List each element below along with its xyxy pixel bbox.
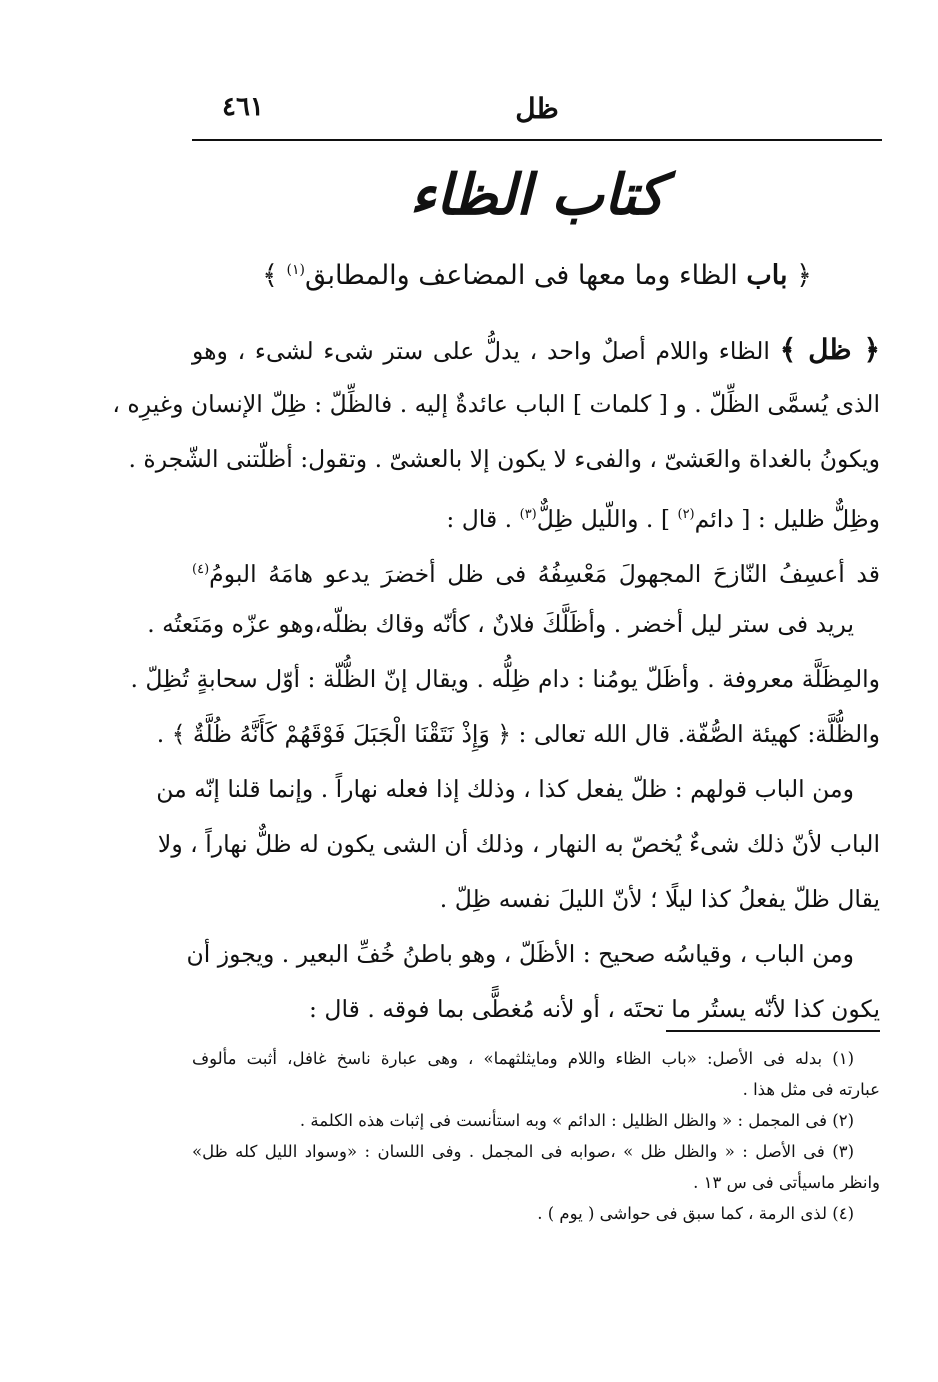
main-text bbox=[112, 322, 880, 1037]
text-line: الذى يُسمَّى الظِّلّ . و [ كلمات ] الباب عائدةٌ إليه . فالظِّلّ : ظِلّ الإنسان وغيرِه ، bbox=[112, 390, 880, 418]
footnote-ref: (١) bbox=[286, 262, 305, 278]
footnote: (١) بدله فى الأصل: «باب الظاء واللام ومايثلثهما» ، وهى عبارة ناسخ غافل، أثبت مألوف bbox=[192, 1049, 854, 1068]
text-segment: . قال : bbox=[446, 504, 520, 533]
text-line: يقال ظلّ يفعلُ كذا ليلًا ؛ لأنّ الليلَ نفسه ظِلّ . bbox=[439, 885, 880, 913]
entry-headword: ﴿ ظل ﴾ bbox=[779, 333, 880, 366]
text-line bbox=[192, 322, 880, 377]
text-line: ومن الباب ، وقياسُه صحيح : الأظَلّ ، وهو باطنُ خُفِّ البعير . ويجوز أن bbox=[186, 940, 854, 968]
ornate-bracket-open: ﴿ bbox=[787, 260, 812, 291]
text-line: يكون كذا لأنّه يستُر ما تحتَه ، أو لأنه مُغطًّى بما فوقه . قال : bbox=[309, 995, 880, 1023]
text-line: والظُّلَّة: كهيئة الصُّفّة. قال الله تعالى : ﴿ وَإِذْ نَتَقْنَا الْجَبَلَ فَوْقَهُمْ كَأَنَّهُ ظُلَّةٌ ﴾ . bbox=[156, 720, 880, 748]
page-number: ٤٦١ bbox=[222, 92, 264, 122]
footnote-ref: (٣) bbox=[519, 507, 537, 522]
footnote-ref: (٤) bbox=[192, 562, 210, 577]
running-head: ظل bbox=[515, 92, 559, 125]
text-segment: الظاء واللام أصلٌ واحد ، يدلُّ على ستر شىء لشىء ، وهو bbox=[192, 337, 780, 365]
chapter-title-text: الظاء وما معها فى المضاعف والمطابق bbox=[304, 260, 747, 291]
text-line: يريد فى ستر ليل أخضر . وأظَلَّكَ فلانٌ ، كأنّه وقاك بظلّه،وهو عزّه ومَنَعتُه . bbox=[147, 610, 854, 638]
footnotes bbox=[192, 1043, 880, 1229]
text-line bbox=[192, 487, 880, 542]
text-line: ومن الباب قولهم : ظلّ يفعل كذا ، وذلك إذا فعله نهاراً . وإنما قلنا إنّه من bbox=[156, 775, 854, 803]
chapter-heading bbox=[192, 258, 882, 293]
header-rule bbox=[192, 139, 882, 141]
footnote: (٤) لذى الرمة ، كما سبق فى حواشى ( يوم ) . bbox=[537, 1204, 854, 1223]
book-title: كتاب الظاء bbox=[409, 162, 665, 228]
footnote-rule bbox=[666, 1030, 880, 1032]
text-line: الباب لأنّ ذلك شىءٌ يُخصّ به النهار ، وذلك أن الشى يكون له ظلٌّ نهاراً ، ولا bbox=[157, 830, 880, 858]
footnote-continuation: عبارته فى مثل هذا . bbox=[742, 1080, 880, 1099]
text-line: ويكونُ بالغداة والعَشىّ ، والفىء لا يكون إلا بالعشىّ . وتقول: أظلّتنى الشّجرة . bbox=[128, 445, 880, 473]
ornate-bracket-close: ﴾ bbox=[262, 260, 287, 291]
text-line: والمِظَلَّة معروفة . وأظَلّ يومُنا : دام ظِلُّه . ويقال إنّ الظُّلّة : أوّل سحابةٍ تُظِلّ . bbox=[130, 665, 880, 693]
footnote-ref: (٢) bbox=[677, 507, 695, 522]
text-segment: وظِلٌّ ظليل : [ دائم bbox=[694, 504, 880, 533]
verse-text: قد أعسِفُ النّازحَ المجهولَ مَعْسِفُهُ فى ظل أخضرَ يدعو هامَهُ البومُ bbox=[209, 559, 880, 588]
poetry-verse bbox=[192, 542, 880, 597]
page-header bbox=[192, 92, 882, 132]
footnote: (٢) فى المجمل : « والظل الظليل : الدائم » وبه استأنست فى إثبات هذه الكلمة . bbox=[299, 1111, 854, 1130]
chapter-word: باب bbox=[746, 260, 788, 291]
footnote: (٣) فى الأصل : « والظل ظل » ،صوابه فى المجمل . وفى اللسان : «وسواد الليل كله ظل» bbox=[192, 1142, 854, 1161]
text-segment: ] . واللّيل ظِلٌّ bbox=[536, 504, 678, 533]
footnote-continuation: وانظر ماسيأتى فى س ١٣ . bbox=[693, 1173, 880, 1192]
